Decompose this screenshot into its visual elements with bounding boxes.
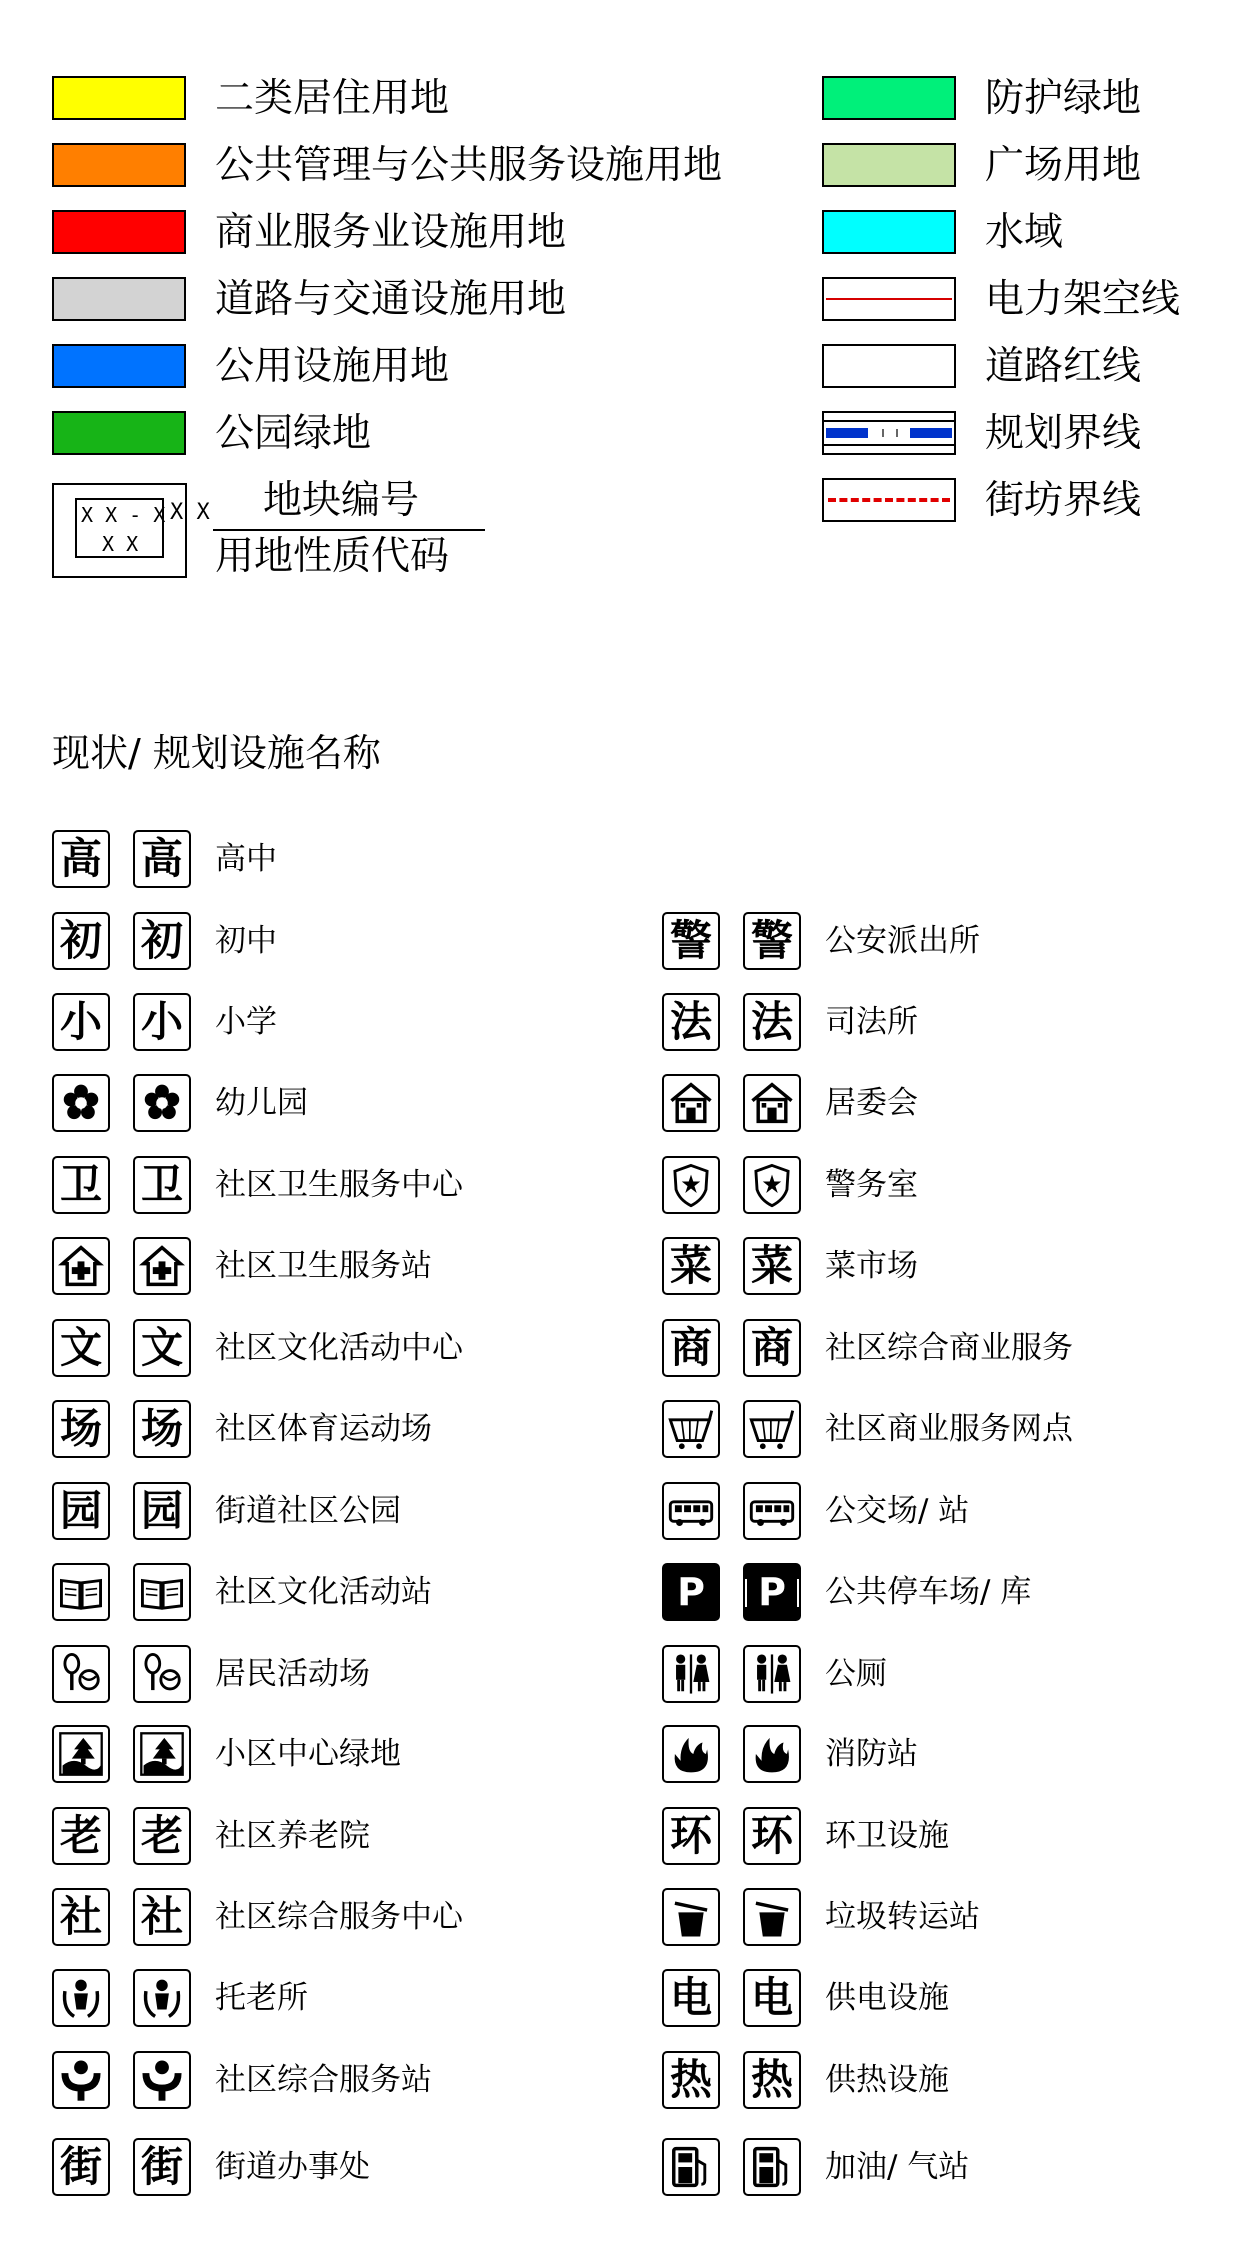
swatch-block-boundary	[822, 478, 956, 522]
facility-label: 司法所	[825, 1004, 918, 1040]
icon-glyph: 老	[140, 1811, 183, 1860]
icon-glyph: 电	[669, 1973, 712, 2022]
planned-chang-glyph-icon	[133, 1400, 191, 1458]
planned-bus-icon	[743, 1482, 801, 1540]
planned-fire-icon	[743, 1725, 801, 1783]
facility-label: 社区综合商业服务	[825, 1330, 1073, 1366]
planned-gao-glyph-icon	[133, 830, 191, 888]
icon-glyph: 警	[669, 916, 712, 965]
existing-huan-glyph-icon	[662, 1807, 720, 1865]
legend-label: 道路红线	[985, 344, 1142, 389]
legend-row-block-boundary	[822, 478, 1222, 526]
existing-police-badge-icon	[662, 1156, 720, 1214]
facility-label: 供热设施	[825, 2062, 949, 2098]
facility-label: 社区商业服务网点	[825, 1411, 1073, 1447]
facility-label: 公共停车场/ 库	[825, 1574, 1032, 1610]
facility-row-right-3	[662, 1156, 1162, 1216]
swatch-utility	[52, 344, 186, 388]
planned-chu-glyph-icon	[133, 912, 191, 970]
facility-row-left-3	[52, 1074, 612, 1134]
icon-glyph: 园	[59, 1486, 102, 1535]
facility-row-left-14	[52, 1969, 612, 2029]
existing-racket-ball-icon	[52, 1645, 110, 1703]
facility-row-left-5	[52, 1237, 612, 1297]
facility-label: 环卫设施	[825, 1818, 949, 1854]
legend-row-planning-boundary	[822, 411, 1222, 459]
swatch-power-line	[822, 277, 956, 321]
existing-bus-icon	[662, 1482, 720, 1540]
facility-label: 初中	[215, 923, 277, 959]
facility-label: 社区体育运动场	[215, 1411, 432, 1447]
planned-jie-glyph-icon	[133, 2138, 191, 2196]
facility-row-left-12	[52, 1807, 612, 1867]
legend-label: 二类居住用地	[215, 76, 450, 121]
facility-label: 街道办事处	[215, 2149, 370, 2185]
icon-glyph: 小	[59, 997, 102, 1046]
icon-glyph: P	[677, 1570, 705, 1614]
icon-glyph: 社	[140, 1892, 183, 1941]
swatch-residential	[52, 76, 186, 120]
facility-label: 小区中心绿地	[215, 1736, 401, 1772]
facility-label: 垃圾转运站	[825, 1899, 980, 1935]
parcel-code-divider	[213, 529, 485, 531]
icon-glyph: 高	[140, 834, 183, 883]
facility-row-left-10	[52, 1645, 612, 1705]
facility-label: 社区卫生服务中心	[215, 1167, 463, 1203]
icon-glyph: 电	[750, 1973, 793, 2022]
planned-cai-glyph-icon	[743, 1237, 801, 1295]
swatch-water	[822, 210, 956, 254]
facility-label: 托老所	[215, 1980, 308, 2016]
swatch-plaza	[822, 143, 956, 187]
existing-shang-glyph-icon	[662, 1319, 720, 1377]
facility-row-right-13	[662, 1969, 1162, 2029]
planned-hands-service-icon	[133, 2051, 191, 2109]
facility-label: 消防站	[825, 1736, 918, 1772]
facility-label: 公安派出所	[825, 923, 980, 959]
facility-row-right-0	[662, 912, 1162, 972]
facility-row-right-8	[662, 1563, 1162, 1623]
legend-row-public-service	[52, 143, 752, 191]
existing-trash-bin-icon	[662, 1888, 720, 1946]
facility-row-left-11	[52, 1725, 612, 1785]
facility-label: 小学	[215, 1004, 277, 1040]
facility-label: 社区综合服务中心	[215, 1899, 463, 1935]
existing-xiao-glyph-icon	[52, 993, 110, 1051]
existing-hands-service-icon	[52, 2051, 110, 2109]
legend-label: 规划界线	[985, 411, 1142, 456]
swatch-road-redline	[822, 344, 956, 388]
existing-gao-glyph-icon	[52, 830, 110, 888]
legend-label: 广场用地	[985, 143, 1142, 188]
facility-label: 街道社区公园	[215, 1493, 401, 1529]
existing-tree-landscape-icon	[52, 1725, 110, 1783]
facility-row-right-1	[662, 993, 1162, 1053]
facility-label: 社区文化活动站	[215, 1574, 432, 1610]
facility-label: 社区综合服务站	[215, 2062, 432, 2098]
legend-row-protective-green	[822, 76, 1222, 124]
icon-glyph: 街	[59, 2142, 102, 2191]
parcel-code-row1: X X - X	[81, 503, 166, 527]
facility-row-left-7	[52, 1400, 612, 1460]
legend-label: 公园绿地	[215, 411, 372, 456]
facility-label: 居民活动场	[215, 1656, 370, 1692]
existing-wen-glyph-icon	[52, 1319, 110, 1377]
planned-open-book-icon	[133, 1563, 191, 1621]
facility-row-left-4	[52, 1156, 612, 1216]
planned-toilet-icon	[743, 1645, 801, 1703]
icon-glyph: 热	[750, 2055, 793, 2104]
icon-glyph: 高	[59, 834, 102, 883]
existing-flower-icon	[52, 1074, 110, 1132]
legend-row-road	[52, 277, 652, 325]
existing-shopping-cart-icon	[662, 1400, 720, 1458]
existing-she-glyph-icon	[52, 1888, 110, 1946]
icon-glyph: 老	[59, 1811, 102, 1860]
icon-glyph: 环	[750, 1811, 793, 1860]
existing-lao-glyph-icon	[52, 1807, 110, 1865]
icon-glyph: 初	[59, 916, 102, 965]
land-use-code-label: 用地性质代码	[215, 534, 450, 579]
facility-row-right-2	[662, 1074, 1162, 1134]
icon-glyph: 热	[669, 2055, 712, 2104]
existing-medical-house-icon	[52, 1237, 110, 1295]
planned-wen-glyph-icon	[133, 1319, 191, 1377]
icon-glyph: 社	[59, 1892, 102, 1941]
planned-lao-glyph-icon	[133, 1807, 191, 1865]
parcel-number-label: 地块编号	[263, 478, 420, 523]
existing-chu-glyph-icon	[52, 912, 110, 970]
planned-flower-icon	[133, 1074, 191, 1132]
icon-glyph: 文	[59, 1323, 102, 1372]
facility-row-left-9	[52, 1563, 612, 1623]
existing-elder-care-icon	[52, 1969, 110, 2027]
facility-row-right-10	[662, 1725, 1162, 1785]
legend-row-road-redline	[822, 344, 1222, 392]
legend-label: 商业服务业设施用地	[215, 210, 567, 255]
planned-racket-ball-icon	[133, 1645, 191, 1703]
parcel-code-row2: X X	[102, 532, 139, 556]
facility-label: 公厕	[825, 1656, 887, 1692]
parcel-code-tail: X X	[170, 500, 210, 525]
existing-cai-glyph-icon	[662, 1237, 720, 1295]
facility-label: 公交场/ 站	[825, 1493, 970, 1529]
facility-label: 社区养老院	[215, 1818, 370, 1854]
existing-wei-glyph-icon	[52, 1156, 110, 1214]
existing-jing-glyph-icon	[662, 912, 720, 970]
icon-glyph: P	[758, 1570, 786, 1614]
icon-glyph: 警	[750, 916, 793, 965]
facility-label: 加油/ 气站	[825, 2149, 970, 2185]
facility-row-right-9	[662, 1645, 1162, 1705]
facility-row-right-4	[662, 1237, 1162, 1297]
planned-dian-glyph-icon	[743, 1969, 801, 2027]
existing-dian-glyph-icon	[662, 1969, 720, 2027]
icon-glyph: 初	[140, 916, 183, 965]
legend-row-plaza	[822, 143, 1222, 191]
facility-row-right-15	[662, 2138, 1162, 2198]
legend-label: 街坊界线	[985, 478, 1142, 523]
existing-fa-glyph-icon	[662, 993, 720, 1051]
existing-yuan-glyph-icon	[52, 1482, 110, 1540]
facility-row-left-1	[52, 912, 612, 972]
planned-police-badge-icon	[743, 1156, 801, 1214]
facility-label: 菜市场	[825, 1248, 918, 1284]
facility-row-left-16	[52, 2138, 612, 2198]
facility-row-left-8	[52, 1482, 612, 1542]
planned-elder-care-icon	[133, 1969, 191, 2027]
icon-glyph: 文	[140, 1323, 183, 1372]
facility-row-right-11	[662, 1807, 1162, 1867]
icon-glyph: 商	[750, 1323, 793, 1372]
parcel-code-box	[52, 483, 187, 578]
planned-tree-landscape-icon	[133, 1725, 191, 1783]
facility-label: 供电设施	[825, 1980, 949, 2016]
planned-re-glyph-icon	[743, 2051, 801, 2109]
icon-glyph: 小	[140, 997, 183, 1046]
facility-label: 高中	[215, 841, 277, 877]
legend-row-commercial	[52, 210, 652, 258]
land-use-legend	[0, 0, 1250, 600]
facility-row-left-6	[52, 1319, 612, 1379]
facility-row-left-2	[52, 993, 612, 1053]
planned-trash-bin-icon	[743, 1888, 801, 1946]
facility-row-right-6	[662, 1400, 1162, 1460]
planned-huan-glyph-icon	[743, 1807, 801, 1865]
icon-glyph: 法	[669, 997, 712, 1046]
planned-jing-glyph-icon	[743, 912, 801, 970]
legend-label: 公用设施用地	[215, 344, 450, 389]
facilities-title: 现状/ 规划设施名称	[52, 731, 381, 775]
icon-glyph: 菜	[669, 1241, 712, 1290]
icon-glyph: 场	[140, 1404, 183, 1453]
facility-row-right-7	[662, 1482, 1162, 1542]
planned-yuan-glyph-icon	[133, 1482, 191, 1540]
facility-row-left-0	[52, 830, 612, 890]
facility-row-left-13	[52, 1888, 612, 1948]
planned-medical-house-icon	[133, 1237, 191, 1295]
planned-fa-glyph-icon	[743, 993, 801, 1051]
legend-label: 防护绿地	[985, 76, 1142, 121]
parcel-code-inner	[75, 498, 164, 558]
existing-parking-icon	[662, 1563, 720, 1621]
existing-fire-icon	[662, 1725, 720, 1783]
icon-glyph: 卫	[59, 1160, 102, 1209]
icon-glyph: 环	[669, 1811, 712, 1860]
planned-shang-glyph-icon	[743, 1319, 801, 1377]
existing-open-book-icon	[52, 1563, 110, 1621]
legend-label: 道路与交通设施用地	[215, 277, 567, 322]
icon-glyph: 园	[140, 1486, 183, 1535]
icon-glyph: 法	[750, 997, 793, 1046]
existing-toilet-icon	[662, 1645, 720, 1703]
facility-label: 居委会	[825, 1085, 918, 1121]
existing-chang-glyph-icon	[52, 1400, 110, 1458]
facility-label: 幼儿园	[215, 1085, 308, 1121]
legend-row-power-line	[822, 277, 1222, 325]
planned-wei-glyph-icon	[133, 1156, 191, 1214]
swatch-planning-boundary	[822, 411, 956, 455]
swatch-park	[52, 411, 186, 455]
planned-house-icon	[743, 1074, 801, 1132]
icon-glyph: 菜	[750, 1241, 793, 1290]
facility-row-right-12	[662, 1888, 1162, 1948]
facility-label: 社区文化活动中心	[215, 1330, 463, 1366]
planned-shopping-cart-icon	[743, 1400, 801, 1458]
legend-label: 公共管理与公共服务设施用地	[215, 143, 723, 188]
icon-glyph: 卫	[140, 1160, 183, 1209]
swatch-road	[52, 277, 186, 321]
legend-label: 水域	[985, 210, 1064, 255]
planned-parking-icon	[743, 1563, 801, 1621]
swatch-protective-green	[822, 76, 956, 120]
swatch-public-service	[52, 143, 186, 187]
legend-label: 电力架空线	[985, 277, 1181, 322]
planned-xiao-glyph-icon	[133, 993, 191, 1051]
planned-fuel-pump-icon	[743, 2138, 801, 2196]
facility-row-left-15	[52, 2051, 612, 2111]
facility-row-right-5	[662, 1319, 1162, 1379]
existing-house-icon	[662, 1074, 720, 1132]
existing-jie-glyph-icon	[52, 2138, 110, 2196]
existing-fuel-pump-icon	[662, 2138, 720, 2196]
legend-row-water	[822, 210, 1222, 258]
icon-glyph: 街	[140, 2142, 183, 2191]
planned-she-glyph-icon	[133, 1888, 191, 1946]
facility-label: 社区卫生服务站	[215, 1248, 432, 1284]
legend-row-utility	[52, 344, 652, 392]
icon-glyph: 场	[59, 1404, 102, 1453]
facility-label: 警务室	[825, 1167, 918, 1203]
legend-row-residential	[52, 76, 652, 124]
facility-row-right-14	[662, 2051, 1162, 2111]
icon-glyph: 商	[669, 1323, 712, 1372]
existing-re-glyph-icon	[662, 2051, 720, 2109]
swatch-commercial	[52, 210, 186, 254]
legend-row-park	[52, 411, 652, 459]
